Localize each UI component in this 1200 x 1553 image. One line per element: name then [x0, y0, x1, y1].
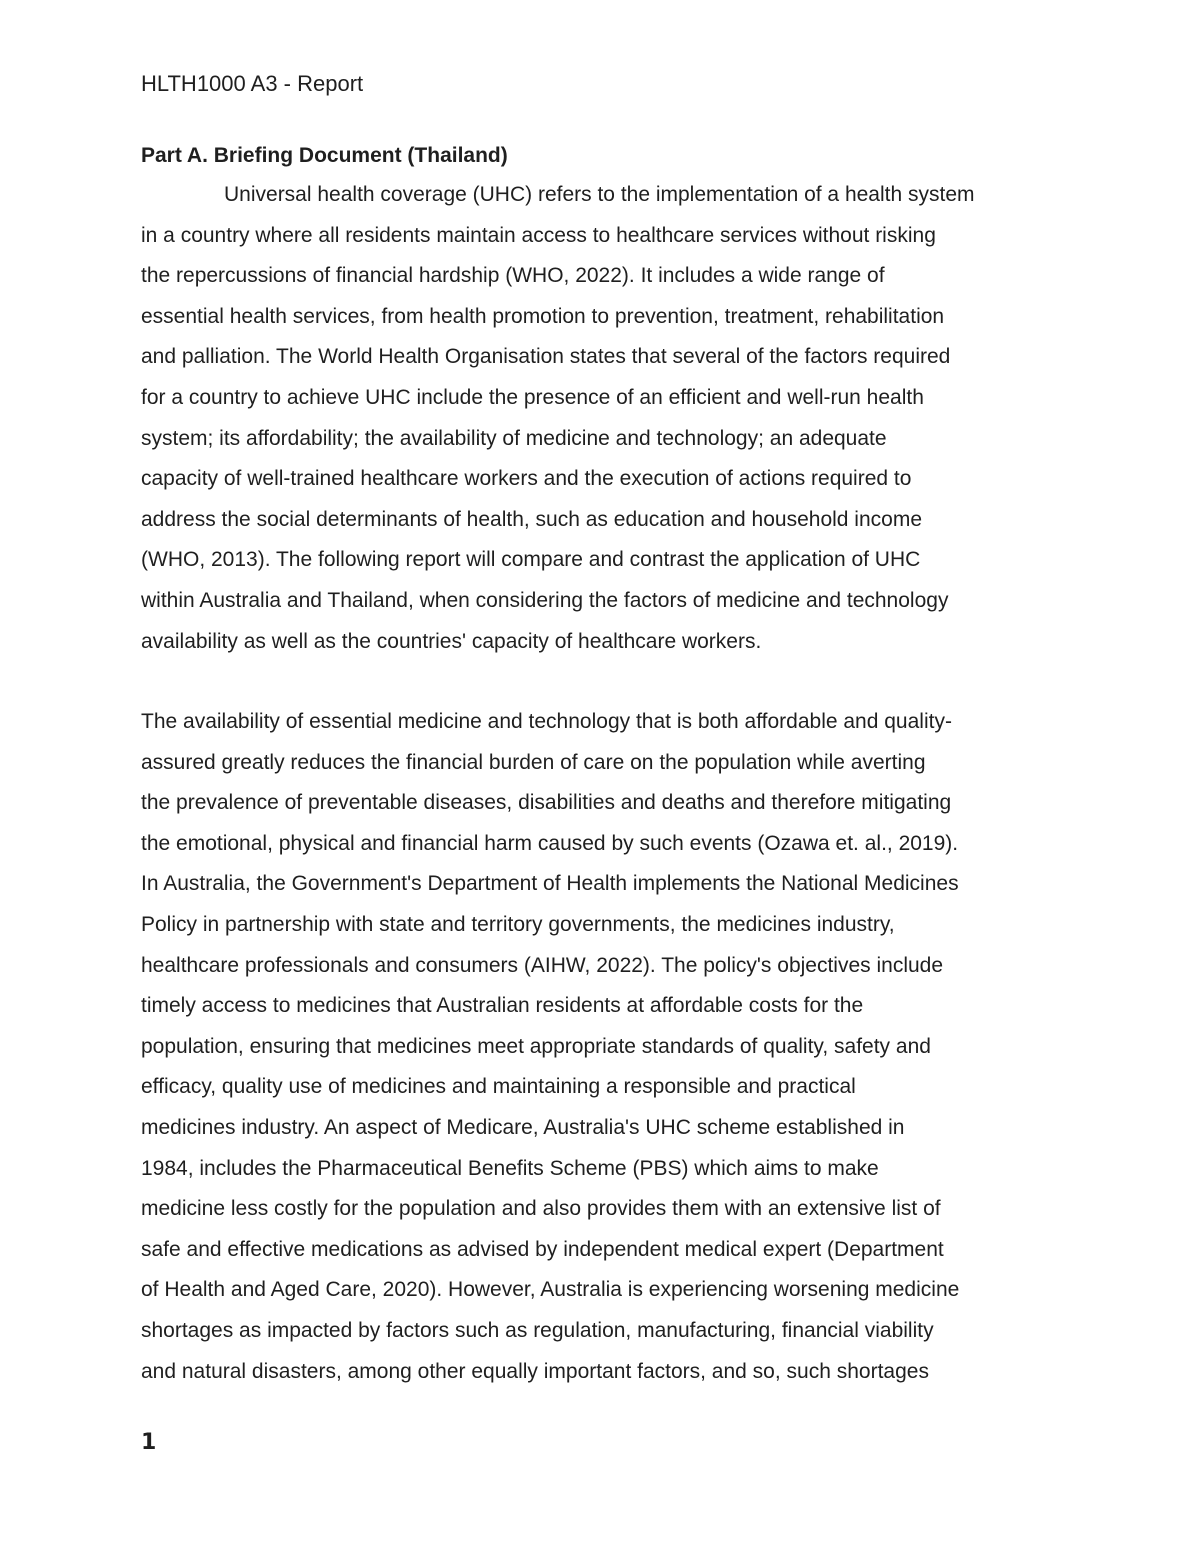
paragraph-medicine: [141, 702, 959, 1392]
section-title: Part A. Briefing Document (Thailand): [141, 144, 508, 167]
paragraph-line: in a country where all residents maintain access to healthcare services without risking: [141, 223, 936, 247]
paragraph-line: 1984, includes the Pharmaceutical Benefits Scheme (PBS) which aims to make: [141, 1156, 879, 1180]
paragraph-line: shortages as impacted by factors such as regulation, manufacturing, financial viability: [141, 1318, 934, 1342]
paragraph-line: healthcare professionals and consumers (AIHW, 2022). The policy's objectives include: [141, 953, 944, 977]
paragraph-line: for a country to achieve UHC include the presence of an efficient and well-run health: [141, 385, 924, 409]
paragraph-line: efficacy, quality use of medicines and maintaining a responsible and practical: [141, 1075, 856, 1099]
paragraph-line: Policy in partnership with state and territory governments, the medicines industry,: [141, 912, 895, 936]
paragraph-line: timely access to medicines that Australian residents at affordable costs for the: [141, 994, 864, 1018]
paragraph-line: and natural disasters, among other equally important factors, and so, such shortages: [141, 1359, 929, 1383]
paragraph-line: the emotional, physical and financial harm caused by such events (Ozawa et. al., 2019).: [141, 831, 959, 855]
paragraph-line: and palliation. The World Health Organisation states that several of the factors required: [141, 345, 951, 369]
paragraph-line: within Australia and Thailand, when considering the factors of medicine and technology: [141, 588, 949, 612]
paragraph-line: the repercussions of financial hardship (WHO, 2022). It includes a wide range of: [141, 264, 885, 288]
paragraph-line: system; its affordability; the availability of medicine and technology; an adequate: [141, 426, 887, 450]
page-header: HLTH1000 A3 - Report: [141, 71, 364, 96]
paragraph-line: In Australia, the Government's Department of Health implements the National Medicines: [141, 872, 959, 896]
paragraph-line: medicines industry. An aspect of Medicare, Australia's UHC scheme established in: [141, 1115, 905, 1139]
paragraph-line: Universal health coverage (UHC) refers to the implementation of a health system: [224, 183, 975, 206]
paragraph-line: the prevalence of preventable diseases, disabilities and deaths and therefore mitigating: [141, 791, 952, 815]
paragraph-line: capacity of well-trained healthcare workers and the execution of actions required to: [141, 467, 912, 491]
paragraph-line: safe and effective medications as advised by independent medical expert (Department: [141, 1237, 944, 1261]
paragraph-line: The availability of essential medicine and technology that is both affordable and quality-: [141, 710, 952, 733]
paragraph-line: availability as well as the countries' capacity of healthcare workers.: [141, 629, 762, 653]
paragraph-line: assured greatly reduces the financial burden of care on the population while averting: [141, 750, 926, 774]
paragraph-line: essential health services, from health promotion to prevention, treatment, rehabilitation: [141, 304, 945, 328]
paragraph-line: medicine less costly for the population and also provides them with an extensive list of: [141, 1197, 941, 1221]
paragraph-line: address the social determinants of health, such as education and household income: [141, 507, 922, 531]
paragraph-line: population, ensuring that medicines meet appropriate standards of quality, safety and: [141, 1034, 931, 1058]
paragraph-line: of Health and Aged Care, 2020). However, Australia is experiencing worsening medicine: [141, 1278, 960, 1302]
paragraph-line: (WHO, 2013). The following report will compare and contrast the application of UHC: [141, 548, 921, 572]
page-number: 1: [141, 1430, 157, 1455]
paragraph-intro: [141, 175, 975, 662]
